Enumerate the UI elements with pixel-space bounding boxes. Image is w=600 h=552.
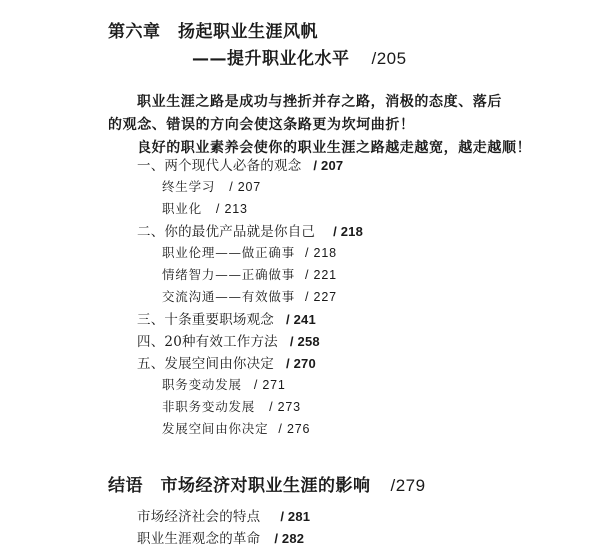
chapter-subtitle-text: ——提升职业化水平 (192, 49, 350, 69)
conclusion-title-text: 结语 市场经济对职业生涯的影响 (108, 476, 371, 496)
toc-page-number: / 218 (305, 246, 337, 260)
conclusion-page-number: /279 (390, 476, 426, 495)
chapter-subtitle (192, 50, 407, 68)
toc-item-2-3[interactable] (162, 291, 337, 304)
toc-item-2-2[interactable] (162, 269, 337, 282)
toc-section-label: 三、十条重要职场观念 (137, 312, 274, 328)
toc-conclusion-item-1[interactable] (137, 510, 310, 525)
chapter-title (108, 24, 318, 41)
toc-section-label: 一、两个现代人必备的观念 (137, 158, 302, 174)
chapter-title-text: 第六章 扬起职业生涯风帆 (108, 22, 318, 42)
toc-item-5-1[interactable] (162, 379, 286, 392)
intro-line-1: 职业生涯之路是成功与挫折并存之路，消极的态度、落后 (137, 94, 502, 110)
toc-section-label: 五、发展空间由你决定 (137, 356, 274, 372)
toc-item-5-3[interactable] (162, 423, 310, 436)
toc-section-5[interactable] (137, 357, 316, 372)
toc-item-label: 终生学习 (162, 179, 216, 194)
toc-page-number: / 282 (274, 531, 305, 546)
toc-item-label: 交流沟通——有效做事 (162, 289, 296, 304)
toc-conclusion-item-2[interactable] (137, 532, 304, 547)
toc-item-label: 职务变动发展 (162, 377, 242, 392)
toc-page-number: / 273 (269, 400, 301, 414)
toc-page-number: / 227 (305, 290, 337, 304)
toc-section-4[interactable] (137, 335, 320, 350)
chapter-page-number: /205 (371, 49, 407, 68)
toc-page-number: / 270 (286, 356, 316, 371)
toc-item-1-2[interactable] (162, 203, 248, 216)
toc-page-number: / 213 (215, 202, 248, 216)
toc-item-2-1[interactable] (162, 247, 337, 260)
toc-page-number: / 241 (286, 312, 316, 327)
conclusion-title[interactable] (108, 477, 426, 495)
toc-section-1[interactable] (137, 159, 343, 174)
toc-page-number: / 218 (333, 224, 364, 239)
toc-item-label: 市场经济社会的特点 (137, 509, 261, 525)
toc-item-label: 职业伦理——做正确事 (162, 245, 296, 260)
toc-page-number: / 276 (278, 422, 311, 436)
toc-page-number: / 207 (229, 180, 262, 194)
toc-item-label: 发展空间由你决定 (162, 421, 269, 436)
toc-page-number: / 271 (253, 378, 286, 392)
toc-page-number: / 258 (289, 334, 320, 349)
toc-item-label: 职业化 (162, 201, 202, 216)
toc-section-3[interactable] (137, 313, 316, 328)
toc-item-label: 职业生涯观念的革命 (137, 531, 261, 547)
intro-line-2: 的观念、错误的方向会使这条路更为坎坷曲折！ (108, 117, 415, 133)
toc-item-5-2[interactable] (162, 401, 301, 414)
toc-item-label: 情绪智力——正确做事 (162, 267, 296, 282)
toc-page-number: / 207 (313, 158, 344, 173)
toc-item-label: 非职务变动发展 (162, 399, 256, 414)
toc-section-label: 二、你的最优产品就是你自己 (137, 224, 316, 240)
toc-item-1-1[interactable] (162, 181, 261, 194)
toc-page-number: / 221 (305, 268, 337, 282)
toc-page-number: / 281 (280, 509, 311, 524)
toc-section-2[interactable] (137, 225, 363, 240)
intro-line-3: 良好的职业素养会使你的职业生涯之路越走越宽，越走越顺！ (137, 140, 532, 156)
toc-section-label: 四、20种有效工作方法 (137, 334, 278, 350)
